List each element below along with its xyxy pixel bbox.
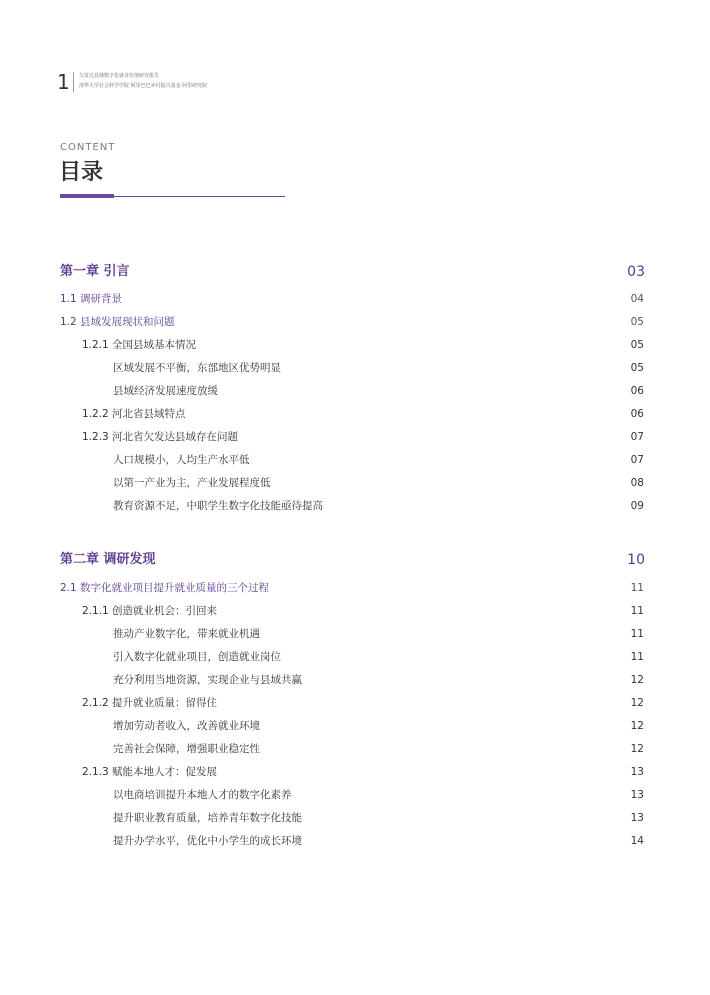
toc-entry[interactable] (0, 602, 710, 620)
toc-entry[interactable] (0, 359, 710, 377)
toc-entry-page: 08 (630, 477, 644, 489)
toc-entry[interactable] (0, 763, 710, 781)
toc-entry[interactable] (0, 579, 710, 597)
toc-entry[interactable] (0, 336, 710, 354)
toc-entry[interactable] (0, 648, 710, 666)
toc-entry-page: 05 (630, 362, 644, 374)
toc-entry-label: 1.2.3 河北省欠发达县域存在问题 (82, 431, 239, 443)
toc-entry[interactable] (0, 832, 710, 850)
title-underline (114, 196, 285, 197)
toc-entry-label: 完善社会保障，增强职业稳定性 (113, 743, 260, 755)
toc-entry-label: 2.1.2 提升就业质量：留得住 (82, 697, 218, 709)
toc-entry-page: 07 (630, 431, 644, 443)
toc-entry[interactable] (0, 694, 710, 712)
toc-entry-label: 引入数字化就业项目，创造就业岗位 (113, 651, 281, 663)
toc-entry-page: 13 (630, 789, 644, 801)
toc-entry-page: 05 (630, 339, 644, 351)
toc-entry-label: 充分利用当地资源，实现企业与县域共赢 (113, 674, 302, 686)
toc-entry[interactable] (0, 474, 710, 492)
toc-entry[interactable] (0, 717, 710, 735)
page-title: 目录 (59, 160, 104, 185)
toc-entry-label: 推动产业数字化，带来就业机遇 (113, 628, 260, 640)
toc-entry-page: 12 (630, 743, 644, 755)
toc-entry-page: 11 (630, 582, 644, 594)
report-authors: 清华大学社会科学学院 阿里巴巴乡村振兴基金 阿里研究院 (79, 83, 208, 89)
toc-entry-label: 1.2.1 全国县域基本情况 (82, 339, 197, 351)
toc-chapter[interactable] (0, 551, 710, 569)
toc-entry[interactable] (0, 313, 710, 331)
toc-entry-label: 人口规模小，人均生产水平低 (113, 454, 250, 466)
toc-entry-label: 以第一产业为主，产业发展程度低 (113, 477, 271, 489)
toc-entry-label: 1.2 县域发展现状和问题 (60, 316, 175, 328)
toc-entry-page: 13 (630, 766, 644, 778)
toc-entry-page: 06 (630, 385, 644, 397)
toc-entry-label: 增加劳动者收入，改善就业环境 (113, 720, 260, 732)
toc-entry-page: 12 (630, 674, 644, 686)
page-number: 1 (57, 70, 70, 94)
header-divider (73, 72, 74, 92)
toc-entry-page: 14 (630, 835, 644, 847)
toc-entry-label: 区域发展不平衡，东部地区优势明显 (113, 362, 281, 374)
toc-entry-page: 04 (630, 293, 644, 305)
toc-entry-page: 03 (627, 264, 645, 280)
toc-entry-page: 12 (630, 697, 644, 709)
toc-entry-label: 1.2.2 河北省县域特点 (82, 408, 186, 420)
toc-entry-label: 县域经济发展速度放缓 (113, 385, 218, 397)
toc-entry-page: 10 (627, 552, 645, 568)
toc-entry-page: 12 (630, 720, 644, 732)
toc-entry-page: 11 (630, 605, 644, 617)
toc-entry-label: 1.1 调研背景 (60, 293, 123, 305)
toc-entry-label: 第一章 引言 (60, 264, 130, 279)
toc-entry-page: 09 (630, 500, 644, 512)
toc-entry-label: 2.1.1 创造就业机会：引回来 (82, 605, 218, 617)
toc-entry[interactable] (0, 497, 710, 515)
title-underline-accent (60, 194, 114, 198)
toc-entry-label: 第二章 调研发现 (60, 552, 156, 567)
toc-entry-label: 提升办学水平，优化中小学生的成长环境 (113, 835, 302, 847)
toc-entry-page: 11 (630, 651, 644, 663)
toc-entry[interactable] (0, 290, 710, 308)
toc-chapter[interactable] (0, 263, 710, 281)
toc-entry[interactable] (0, 451, 710, 469)
toc-entry[interactable] (0, 428, 710, 446)
toc-entry[interactable] (0, 405, 710, 423)
toc-entry-page: 13 (630, 812, 644, 824)
toc-entry[interactable] (0, 382, 710, 400)
toc-entry-label: 2.1 数字化就业项目提升就业质量的三个过程 (60, 582, 270, 594)
toc-entry-label: 教育资源不足，中职学生数字化技能亟待提高 (113, 500, 323, 512)
toc-entry-page: 07 (630, 454, 644, 466)
toc-entry[interactable] (0, 809, 710, 827)
report-title: 欠发达县域数字化就业价值研究报告 (79, 73, 160, 79)
toc-entry-page: 06 (630, 408, 644, 420)
toc-entry[interactable] (0, 625, 710, 643)
toc-entry-label: 2.1.3 赋能本地人才：促发展 (82, 766, 218, 778)
toc-entry-label: 提升职业教育质量，培养青年数字化技能 (113, 812, 302, 824)
toc-entry-page: 05 (630, 316, 644, 328)
toc-entry[interactable] (0, 671, 710, 689)
toc-entry-page: 11 (630, 628, 644, 640)
toc-entry[interactable] (0, 786, 710, 804)
toc-entry-label: 以电商培训提升本地人才的数字化素养 (113, 789, 292, 801)
toc-entry[interactable] (0, 740, 710, 758)
content-label: CONTENT (60, 142, 116, 153)
